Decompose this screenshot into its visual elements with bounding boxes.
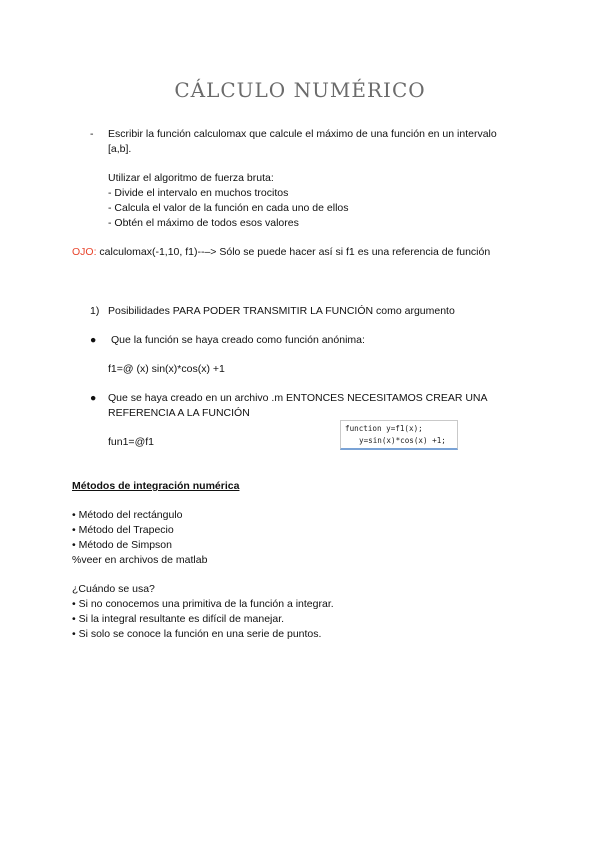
code-snippet-line-2: y=sin(x)*cos(x) +1; [359,436,446,445]
function-reference-code: fun1=@f1 [108,436,154,448]
algorithm-step-1: - Divide el intervalo en muchos trocitos [108,187,289,199]
task-line-1: Escribir la función calculomax que calcule el máximo de una función en un intervalo [108,128,497,140]
task-dash: - [90,128,94,140]
ojo-label: OJO: [72,246,97,258]
task-line-2: [a,b]. [108,143,132,155]
bullet-icon: ● [90,392,97,404]
when-question: ¿Cuándo se usa? [72,583,155,595]
when-item: • Si no conocemos una primitiva de la función a integrar. [72,598,334,610]
method-item: • Método de Simpson [72,539,172,551]
methods-heading: Métodos de integración numérica [72,480,240,492]
anonymous-function-code: f1=@ (x) sin(x)*cos(x) +1 [108,363,225,375]
method-item: • Método del rectángulo [72,509,183,521]
code-snippet-line-1: function y=f1(x); [345,424,423,433]
when-item: • Si solo se conoce la función en una serie de puntos. [72,628,322,640]
method-item: • Método del Trapecio [72,524,174,536]
possibilities-heading: Posibilidades PARA PODER TRANSMITIR LA FUNCIÓN como argumento [108,305,455,317]
possibilities-number: 1) [90,305,100,317]
ojo-text: calculomax(-1,10, f1)--–> Sólo se puede hacer así si f1 es una referencia de función [96,246,491,258]
ojo-note [72,245,490,260]
when-item: • Si la integral resultante es difícil de manejar. [72,613,285,625]
algorithm-step-2: - Calcula el valor de la función en cada uno de ellos [108,202,349,214]
m-file-text-line-1: Que se haya creado en un archivo .m ENTONCES NECESITAMOS CREAR UNA [108,392,488,404]
anonymous-function-text: Que la función se haya creado como función anónima: [111,334,365,346]
bullet-icon: ● [90,334,97,346]
page-title: CÁLCULO NUMÉRICO [174,78,426,102]
code-snippet-box [340,420,458,450]
m-file-text-line-2: REFERENCIA A LA FUNCIÓN [108,407,250,419]
algorithm-step-3: - Obtén el máximo de todos esos valores [108,217,299,229]
algorithm-intro: Utilizar el algoritmo de fuerza bruta: [108,172,274,184]
methods-note: %veer en archivos de matlab [72,554,208,566]
